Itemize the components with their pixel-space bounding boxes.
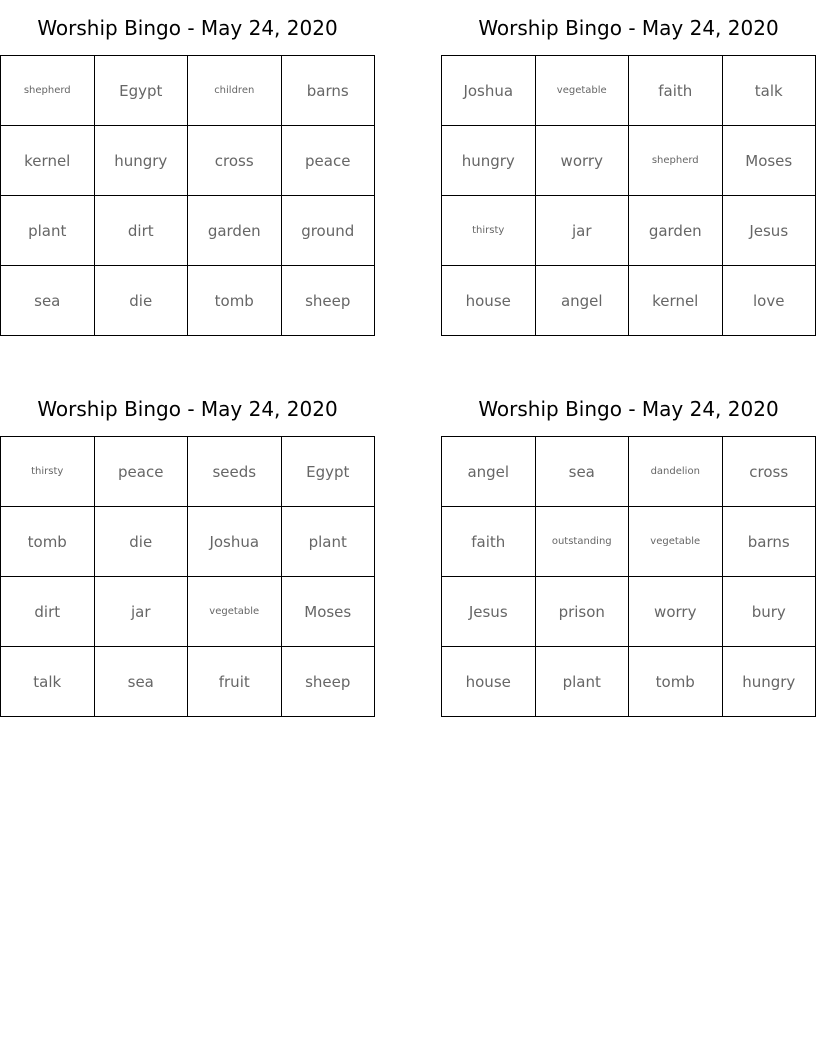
bingo-cell: faith <box>629 56 723 126</box>
bingo-cell: ground <box>281 196 375 266</box>
bingo-row <box>442 577 816 647</box>
bingo-cell: vegetable <box>535 56 629 126</box>
bingo-cell: cross <box>722 437 816 507</box>
bingo-row <box>442 266 816 336</box>
card-title: Worship Bingo - May 24, 2020 <box>37 16 338 40</box>
bingo-cell: tomb <box>1 507 95 577</box>
bingo-cell: hungry <box>442 126 536 196</box>
bingo-cell: kernel <box>629 266 723 336</box>
bingo-cell: dirt <box>94 196 188 266</box>
bingo-cell: kernel <box>1 126 95 196</box>
bingo-cell: jar <box>94 577 188 647</box>
bingo-cell: shepherd <box>629 126 723 196</box>
bingo-card-4 <box>441 381 816 717</box>
bingo-cell: love <box>722 266 816 336</box>
bingo-cell: fruit <box>188 647 282 717</box>
bingo-cell: angel <box>535 266 629 336</box>
bingo-cell: sea <box>535 437 629 507</box>
bingo-cell: outstanding <box>535 507 629 577</box>
bingo-cell: Moses <box>722 126 816 196</box>
bingo-row <box>1 577 375 647</box>
bingo-cell: die <box>94 266 188 336</box>
bingo-cell: tomb <box>188 266 282 336</box>
bingo-cell: cross <box>188 126 282 196</box>
bingo-grid <box>0 55 375 336</box>
bingo-cell: angel <box>442 437 536 507</box>
bingo-row <box>1 196 375 266</box>
bingo-cell: peace <box>281 126 375 196</box>
bingo-row <box>442 56 816 126</box>
bingo-cell: thirsty <box>1 437 95 507</box>
bingo-card-2 <box>441 0 816 336</box>
bingo-row <box>442 437 816 507</box>
bingo-cell: dandelion <box>629 437 723 507</box>
bingo-grid <box>441 436 816 717</box>
bingo-cell: bury <box>722 577 816 647</box>
bingo-row <box>442 196 816 266</box>
card-title: Worship Bingo - May 24, 2020 <box>37 397 338 421</box>
bingo-cell: sheep <box>281 266 375 336</box>
bingo-cell: vegetable <box>188 577 282 647</box>
bingo-cell: Jesus <box>722 196 816 266</box>
card-title: Worship Bingo - May 24, 2020 <box>478 397 779 421</box>
bingo-cell: barns <box>722 507 816 577</box>
bingo-cell: house <box>442 266 536 336</box>
bingo-cell: plant <box>1 196 95 266</box>
bingo-cell: barns <box>281 56 375 126</box>
bingo-row <box>442 507 816 577</box>
bingo-cell: sea <box>1 266 95 336</box>
bingo-cell: children <box>188 56 282 126</box>
bingo-grid <box>0 436 375 717</box>
bingo-cell: faith <box>442 507 536 577</box>
bingo-cell: plant <box>535 647 629 717</box>
bingo-cell: hungry <box>94 126 188 196</box>
bingo-cell: garden <box>188 196 282 266</box>
bingo-cell: seeds <box>188 437 282 507</box>
bingo-cell: Jesus <box>442 577 536 647</box>
bingo-row <box>1 126 375 196</box>
bingo-cell: Joshua <box>188 507 282 577</box>
bingo-cell: talk <box>1 647 95 717</box>
bingo-cell: hungry <box>722 647 816 717</box>
bingo-row <box>442 647 816 717</box>
bingo-grid <box>441 55 816 336</box>
bingo-cell: talk <box>722 56 816 126</box>
bingo-cell: die <box>94 507 188 577</box>
bingo-row <box>1 507 375 577</box>
bingo-cell: sea <box>94 647 188 717</box>
bingo-row <box>1 647 375 717</box>
bingo-row <box>1 56 375 126</box>
bingo-cell: sheep <box>281 647 375 717</box>
bingo-card-3 <box>0 381 375 717</box>
bingo-cell: vegetable <box>629 507 723 577</box>
bingo-cell: Moses <box>281 577 375 647</box>
card-title: Worship Bingo - May 24, 2020 <box>478 16 779 40</box>
bingo-cell: plant <box>281 507 375 577</box>
bingo-row <box>442 126 816 196</box>
bingo-cell: Joshua <box>442 56 536 126</box>
bingo-cell: Egypt <box>94 56 188 126</box>
bingo-cell: tomb <box>629 647 723 717</box>
bingo-cell: garden <box>629 196 723 266</box>
bingo-cell: thirsty <box>442 196 536 266</box>
bingo-cell: worry <box>535 126 629 196</box>
bingo-cell: jar <box>535 196 629 266</box>
bingo-cell: peace <box>94 437 188 507</box>
bingo-card-1 <box>0 0 375 336</box>
bingo-cell: shepherd <box>1 56 95 126</box>
bingo-cell: house <box>442 647 536 717</box>
bingo-cell: Egypt <box>281 437 375 507</box>
bingo-cell: worry <box>629 577 723 647</box>
bingo-row <box>1 266 375 336</box>
bingo-cell: dirt <box>1 577 95 647</box>
bingo-cell: prison <box>535 577 629 647</box>
bingo-row <box>1 437 375 507</box>
